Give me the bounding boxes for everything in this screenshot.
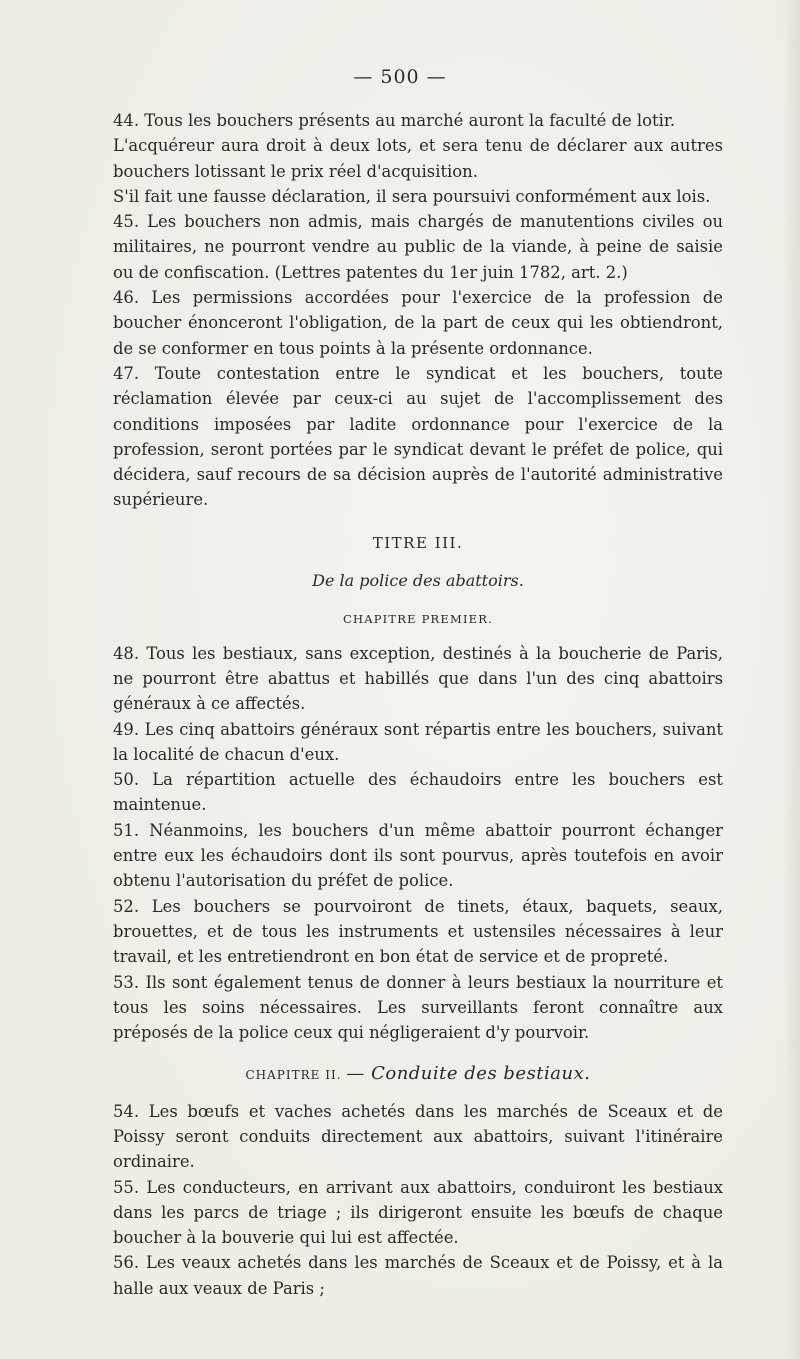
article-50: 50. La répartition actuelle des échaudoirs entre les bouchers est maintenue. <box>113 770 723 815</box>
article-55: 55. Les conducteurs, en arrivant aux abattoirs, conduiront les bestiaux dans les parcs de triage ; ils dirigeront ensuite les bœufs de chaque boucher à la bouverie qui lui est affectée. <box>113 1177 723 1248</box>
article-48: 48. Tous les bestiaux, sans exception, destinés à la boucherie de Paris, ne pourront être abattus et habillés que dans l'un des cinq abattoirs généraux à ce affectés. <box>113 643 723 714</box>
chapitre-deux-title: — Conduite des bestiaux. <box>346 1063 591 1085</box>
titre-heading: TITRE III. <box>372 533 464 552</box>
article-56: 56. Les veaux achetés dans les marchés de Sceaux et de Poissy, et à la halle aux veaux de Paris ; <box>113 1253 723 1298</box>
chapitre-premier-heading: CHAPITRE PREMIER. <box>342 612 493 627</box>
article-53: 53. Ils sont également tenus de donner à leurs bestiaux la nourriture et tous les soins nécessaires. Les surveillants feront connaître aux préposés de la police ceux qui négligeraient d'y pourvoir. <box>113 972 723 1043</box>
chapitre-deux-label: CHAPITRE II. <box>245 1068 342 1083</box>
article-46: 46. Les permissions accordées pour l'exercice de la profession de boucher énonceront l'obligation, de la part de ceux qui les obtiendront, de se conformer en tous points à la présente ordonnance. <box>113 288 723 358</box>
article-47: 47. Toute contestation entre le syndicat et les bouchers, toute réclamation élevée par ceux-ci au sujet de l'accomplissement des conditions imposées par ladite ordonnance pour l'exercice de la profession, seront portées par le syndicat devant le préfet de police, qui décidera, sauf recours de sa décision auprès de l'autorité administrative supérieure. <box>113 363 723 510</box>
article-52: 52. Les bouchers se pourvoiront de tinets, étaux, baquets, seaux, brouettes, et de tous les instruments et ustensiles nécessaires à leur travail, et les entretiendront en bon état de service et de propreté. <box>113 896 723 967</box>
article-49: 49. Les cinq abattoirs généraux sont répartis entre les bouchers, suivant la localité de chacun d'eux. <box>113 719 723 764</box>
chapitre-deux-heading <box>113 1061 723 1088</box>
page-number: — 500 — <box>353 66 447 88</box>
titre-subtitle: De la police des abattoirs. <box>312 571 524 591</box>
page-edge-shadow <box>782 0 800 1359</box>
article-44-continued: L'acquéreur aura droit à deux lots, et sera tenu de déclarer aux autres bouchers lotissant le prix réel d'acquisition. <box>113 136 723 181</box>
article-45: 45. Les bouchers non admis, mais chargés de manutentions civiles ou militaires, ne pourront vendre au public de la viande, à peine de saisie ou de confiscation. (Lettres patentes du 1er juin 1782, art. 2.) <box>113 212 723 282</box>
article-54: 54. Les bœufs et vaches achetés dans les marchés de Sceaux et de Poissy seront conduits directement aux abattoirs, suivant l'itinéraire ordinaire. <box>113 1101 723 1172</box>
article-44-penalty: S'il fait une fausse déclaration, il sera poursuivi conformément aux lois. <box>113 186 711 206</box>
article-44: 44. Tous les bouchers présents au marché auront la faculté de lotir. <box>113 111 676 130</box>
article-51: 51. Néanmoins, les bouchers d'un même abattoir pourront échanger entre eux les échaudoirs dont ils sont pourvus, après toutefois en avoir obtenu l'autorisation du préfet de police. <box>113 820 723 891</box>
page-body <box>113 108 723 1301</box>
